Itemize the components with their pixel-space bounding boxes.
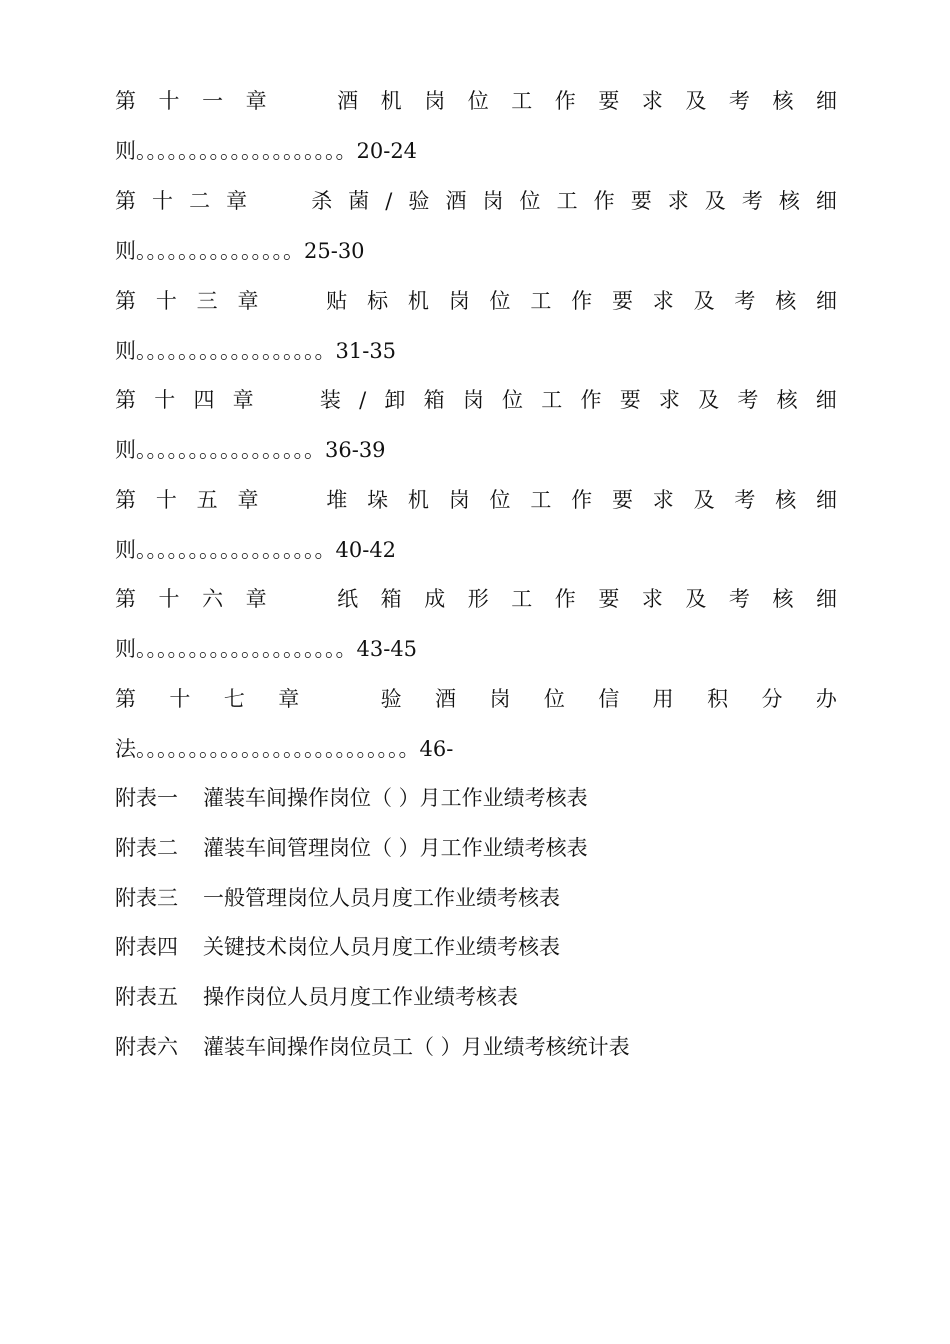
heading-char: 作 <box>571 488 593 512</box>
chapter-13-tail: 则。。。。。。。。。。。。。。。。。。31-35 <box>115 339 397 363</box>
heading-char: 酒 <box>445 189 467 213</box>
heading-char: 堆 <box>326 488 348 512</box>
chapter-15-tail: 则。。。。。。。。。。。。。。。。。。40-42 <box>115 538 397 562</box>
chapter-14-heading <box>115 383 837 417</box>
appendix-3-title: 一般管理岗位人员月度工作业绩考核表 <box>203 886 560 910</box>
heading-char: 第 <box>115 89 136 113</box>
heading-char: 位 <box>519 189 541 213</box>
heading-char: 一 <box>202 89 224 113</box>
heading-char: 贴 <box>326 289 348 313</box>
heading-char: 信 <box>598 687 620 711</box>
appendix-2-label: 附表二 <box>115 836 178 860</box>
heading-char: 细 <box>815 587 837 611</box>
heading-char: 菌 <box>348 189 370 213</box>
heading-char: 形 <box>467 587 489 611</box>
heading-char: 章 <box>237 488 259 512</box>
heading-char: 求 <box>658 388 680 412</box>
appendix-5 <box>115 980 518 1014</box>
heading-char: 考 <box>728 89 750 113</box>
chapter-16-tail: 则。。。。。。。。。。。。。。。。。。。。43-45 <box>115 637 418 661</box>
heading-char: 章 <box>278 687 300 711</box>
heading-char: 核 <box>776 388 798 412</box>
appendix-1 <box>115 781 588 815</box>
heading-char: 位 <box>489 289 511 313</box>
appendix-4-label: 附表四 <box>115 935 178 959</box>
heading-char: 装 <box>319 388 341 412</box>
heading-char: 标 <box>367 289 389 313</box>
heading-char: 十 <box>152 189 174 213</box>
heading-char: 岗 <box>448 289 470 313</box>
chapter-12-tail: 则。。。。。。。。。。。。。。。25-30 <box>115 239 365 263</box>
heading-char: 十 <box>154 388 176 412</box>
heading-char: 箱 <box>423 388 445 412</box>
heading-char: 核 <box>775 488 797 512</box>
chapter-13-heading <box>115 284 837 318</box>
chapter-14-tail: 则。。。。。。。。。。。。。。。。。36-39 <box>115 438 386 462</box>
heading-char: 位 <box>489 488 511 512</box>
heading-char: 求 <box>641 587 663 611</box>
heading-char: 作 <box>554 587 576 611</box>
heading-char: 酒 <box>435 687 457 711</box>
heading-char: 第 <box>115 189 136 213</box>
heading-char: 及 <box>685 587 707 611</box>
appendix-4 <box>115 930 560 964</box>
heading-char: 岗 <box>489 687 511 711</box>
heading-char: 求 <box>652 289 674 313</box>
heading-char: 机 <box>380 89 402 113</box>
chapter-11-tail: 则。。。。。。。。。。。。。。。。。。。。20-24 <box>115 139 418 163</box>
heading-char: 章 <box>245 89 267 113</box>
heading-char: 细 <box>815 388 837 412</box>
heading-char: 十 <box>158 89 180 113</box>
heading-char: 及 <box>693 289 715 313</box>
heading-char: 考 <box>734 289 756 313</box>
heading-char: 成 <box>424 587 446 611</box>
heading-char: 及 <box>704 189 726 213</box>
heading-char: 及 <box>685 89 707 113</box>
appendix-6 <box>115 1030 630 1064</box>
heading-char: 位 <box>502 388 524 412</box>
heading-char: 工 <box>511 89 533 113</box>
heading-char: 及 <box>698 388 720 412</box>
heading-char: 细 <box>815 189 837 213</box>
heading-char: 工 <box>541 388 563 412</box>
heading-char: 第 <box>115 587 136 611</box>
heading-char: 细 <box>816 488 837 512</box>
heading-char: 岗 <box>448 488 470 512</box>
heading-char: / <box>385 189 393 213</box>
heading-char: 箱 <box>380 587 402 611</box>
heading-char: 要 <box>598 587 620 611</box>
appendix-5-label: 附表五 <box>115 985 178 1009</box>
heading-char: 细 <box>815 89 837 113</box>
heading-char: 第 <box>115 289 136 313</box>
heading-char: 杀 <box>311 189 333 213</box>
appendix-3-label: 附表三 <box>115 886 178 910</box>
heading-char: 十 <box>169 687 191 711</box>
heading-char: 工 <box>530 289 552 313</box>
heading-char: 位 <box>543 687 565 711</box>
heading-char: 酒 <box>337 89 359 113</box>
heading-char: 十 <box>155 488 177 512</box>
heading-char: 纸 <box>337 587 359 611</box>
heading-char: 四 <box>193 388 215 412</box>
heading-char: 要 <box>619 388 641 412</box>
heading-char: 十 <box>158 587 180 611</box>
chapter-17-tail: 法。。。。。。。。。。。。。。。。。。。。。。。。。。46- <box>115 737 454 761</box>
heading-char: 作 <box>593 189 615 213</box>
heading-char: 章 <box>232 388 254 412</box>
heading-char: 工 <box>530 488 552 512</box>
heading-char: 分 <box>761 687 783 711</box>
appendix-1-label: 附表一 <box>115 786 178 810</box>
heading-char: 要 <box>611 289 633 313</box>
heading-char: 第 <box>115 388 136 412</box>
heading-char: 岗 <box>482 189 504 213</box>
heading-char: / <box>359 388 367 412</box>
chapter-17-heading <box>115 682 837 716</box>
heading-char: 卸 <box>384 388 406 412</box>
appendix-3 <box>115 881 560 915</box>
heading-char: 位 <box>467 89 489 113</box>
heading-char: 章 <box>226 189 248 213</box>
chapter-16-heading <box>115 582 837 616</box>
heading-char: 细 <box>816 289 837 313</box>
chapter-11-heading <box>115 84 837 118</box>
heading-char: 要 <box>611 488 633 512</box>
heading-char: 五 <box>196 488 218 512</box>
heading-char: 机 <box>407 289 429 313</box>
heading-char: 求 <box>641 89 663 113</box>
appendix-6-title: 灌装车间操作岗位员工（ ）月业绩考核统计表 <box>203 1035 630 1059</box>
heading-char: 考 <box>728 587 750 611</box>
heading-char: 核 <box>778 189 800 213</box>
heading-char: 十 <box>155 289 177 313</box>
heading-char: 用 <box>652 687 674 711</box>
heading-char: 要 <box>630 189 652 213</box>
heading-char: 验 <box>408 189 430 213</box>
appendix-1-title: 灌装车间操作岗位（ ）月工作业绩考核表 <box>203 786 588 810</box>
appendix-2-title: 灌装车间管理岗位（ ）月工作业绩考核表 <box>203 836 588 860</box>
heading-char: 验 <box>380 687 402 711</box>
heading-char: 第 <box>115 687 136 711</box>
appendix-5-title: 操作岗位人员月度工作业绩考核表 <box>203 985 518 1009</box>
heading-char: 六 <box>202 587 224 611</box>
heading-char: 核 <box>775 289 797 313</box>
heading-char: 章 <box>245 587 267 611</box>
heading-char: 及 <box>693 488 715 512</box>
heading-char: 求 <box>667 189 689 213</box>
heading-char: 考 <box>741 189 763 213</box>
heading-char: 作 <box>554 89 576 113</box>
heading-char: 章 <box>237 289 259 313</box>
heading-char: 三 <box>196 289 218 313</box>
heading-char: 二 <box>189 189 211 213</box>
heading-char: 考 <box>737 388 759 412</box>
heading-char: 作 <box>580 388 602 412</box>
heading-char: 核 <box>772 89 794 113</box>
chapter-12-heading <box>115 184 837 218</box>
heading-char: 岗 <box>424 89 446 113</box>
heading-char: 垛 <box>367 488 389 512</box>
appendix-2 <box>115 831 588 865</box>
heading-char: 工 <box>511 587 533 611</box>
heading-char: 积 <box>707 687 729 711</box>
chapter-15-heading <box>115 483 837 517</box>
heading-char: 机 <box>407 488 429 512</box>
heading-char: 工 <box>556 189 578 213</box>
heading-char: 核 <box>772 587 794 611</box>
heading-char: 要 <box>598 89 620 113</box>
heading-char: 办 <box>815 687 837 711</box>
heading-char: 七 <box>223 687 245 711</box>
heading-char: 考 <box>734 488 756 512</box>
heading-char: 求 <box>652 488 674 512</box>
heading-char: 第 <box>115 488 136 512</box>
heading-char: 作 <box>571 289 593 313</box>
heading-char: 岗 <box>462 388 484 412</box>
appendix-4-title: 关键技术岗位人员月度工作业绩考核表 <box>203 935 560 959</box>
appendix-6-label: 附表六 <box>115 1035 178 1059</box>
